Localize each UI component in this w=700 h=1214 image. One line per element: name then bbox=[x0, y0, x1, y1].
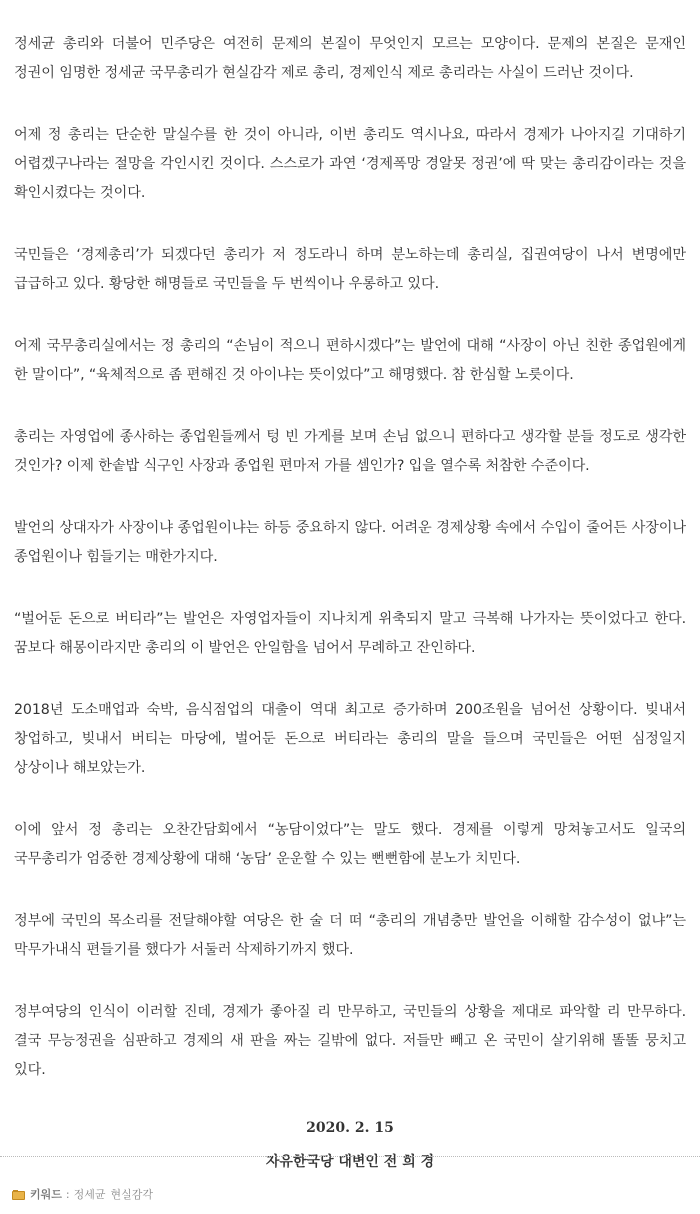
paragraph-3: 국민들은 ‘경제총리’가 되겠다던 총리가 저 정도라니 하며 분노하는데 총리실, 집권여당이 나서 변명에만 급급하고 있다. 황당한 해명들로 국민들을 두 번씩이나 우롱하고 있다. bbox=[14, 247, 686, 292]
paragraph-5: 총리는 자영업에 종사하는 종업원들께서 텅 빈 가게를 보며 손님 없으니 편하다고 생각할 분들 정도로 생각한 것인가? 이제 한솥밥 식구인 사장과 종업원 편마저 가를 셈인가? 입을 열수록 처참한 수준이다. bbox=[14, 429, 686, 474]
paragraph-11: 정부여당의 인식이 이러할 진데, 경제가 좋아질 리 만무하고, 국민들의 상황을 제대로 파악할 리 만무하다. 결국 무능정권을 심판하고 경제의 새 판을 짜는 길밖에 없다. 저들만 빼고 온 국민이 살기위해 똘똘 뭉치고 있다. bbox=[14, 1004, 686, 1078]
paragraph-2: 어제 정 총리는 단순한 말실수를 한 것이 아니라, 이번 총리도 역시나요, 따라서 경제가 나아지길 기대하기 어렵겠구나라는 절망을 각인시킨 것이다. 스스로가 과연 ‘경제폭망 경알못 정권’에 딱 맞는 총리감이라는 것을 확인시켰다는 것이다. bbox=[14, 127, 686, 201]
press-date: 2020. 2. 15 bbox=[306, 1120, 394, 1136]
spokesperson-signature: 자유한국당 대변인 전 희 경 bbox=[265, 1154, 435, 1170]
paragraph-4: 어제 국무총리실에서는 정 총리의 “손님이 적으니 편하시겠다”는 발언에 대해 “사장이 아닌 친한 종업원에게 한 말이다”, “육체적으로 좀 편해진 것 아이냐는 뜻이었다”고 해명했다. 참 한심할 노릇이다. bbox=[14, 338, 686, 383]
article-body bbox=[14, 30, 686, 1172]
paragraph-10: 정부에 국민의 목소리를 전달해야할 여당은 한 술 더 떠 “총리의 개념충만 발언을 이해할 감수성이 없냐”는 막무가내식 편들기를 했다가 서둘러 삭제하기까지 했다. bbox=[14, 913, 686, 958]
keywords-label: 키워드 bbox=[30, 1188, 62, 1201]
folder-icon bbox=[12, 1190, 26, 1200]
keyword-link[interactable]: 정세균 bbox=[73, 1188, 106, 1201]
paragraph-6: 발언의 상대자가 사장이냐 종업원이냐는 하등 중요하지 않다. 어려운 경제상황 속에서 수입이 줄어든 사장이나 종업원이나 힘들기는 매한가지다. bbox=[14, 520, 686, 565]
paragraph-7: “벌어둔 돈으로 버티라”는 발언은 자영업자들이 지나치게 위축되지 말고 극복해 나가자는 뜻이었다고 한다. 꿈보다 해몽이라지만 총리의 이 발언은 안일함을 넘어서 무례하고 잔인하다. bbox=[14, 611, 686, 656]
paragraph-8: 2018년 도소매업과 숙박, 음식점업의 대출이 역대 최고로 증가하며 200조원을 넘어선 상황이다. 빚내서 창업하고, 빚내서 버티는 마당에, 벌어둔 돈으로 버티라는 총리의 말을 들으며 국민들은 어떤 심정일지 상상이나 해보았는가. bbox=[14, 702, 686, 776]
paragraph-1: 정세균 총리와 더불어 민주당은 여전히 문제의 본질이 무엇인지 모르는 모양이다. 문제의 본질은 문재인 정권이 임명한 정세균 국무총리가 현실감각 제로 총리, 경제인식 제로 총리라는 사실이 드러난 것이다. bbox=[14, 36, 686, 81]
paragraph-9: 이에 앞서 정 총리는 오찬간담회에서 “농담이었다”는 말도 했다. 경제를 이렇게 망쳐놓고서도 일국의 국무총리가 엄중한 경제상황에 대해 ‘농담’ 운운할 수 있는 뻔뻔함에 분노가 치민다. bbox=[14, 822, 686, 867]
keyword-bar bbox=[12, 1188, 158, 1202]
footer-divider bbox=[0, 1156, 700, 1157]
keyword-link[interactable]: 현실감각 bbox=[110, 1188, 154, 1201]
keywords-separator: : bbox=[65, 1188, 70, 1201]
